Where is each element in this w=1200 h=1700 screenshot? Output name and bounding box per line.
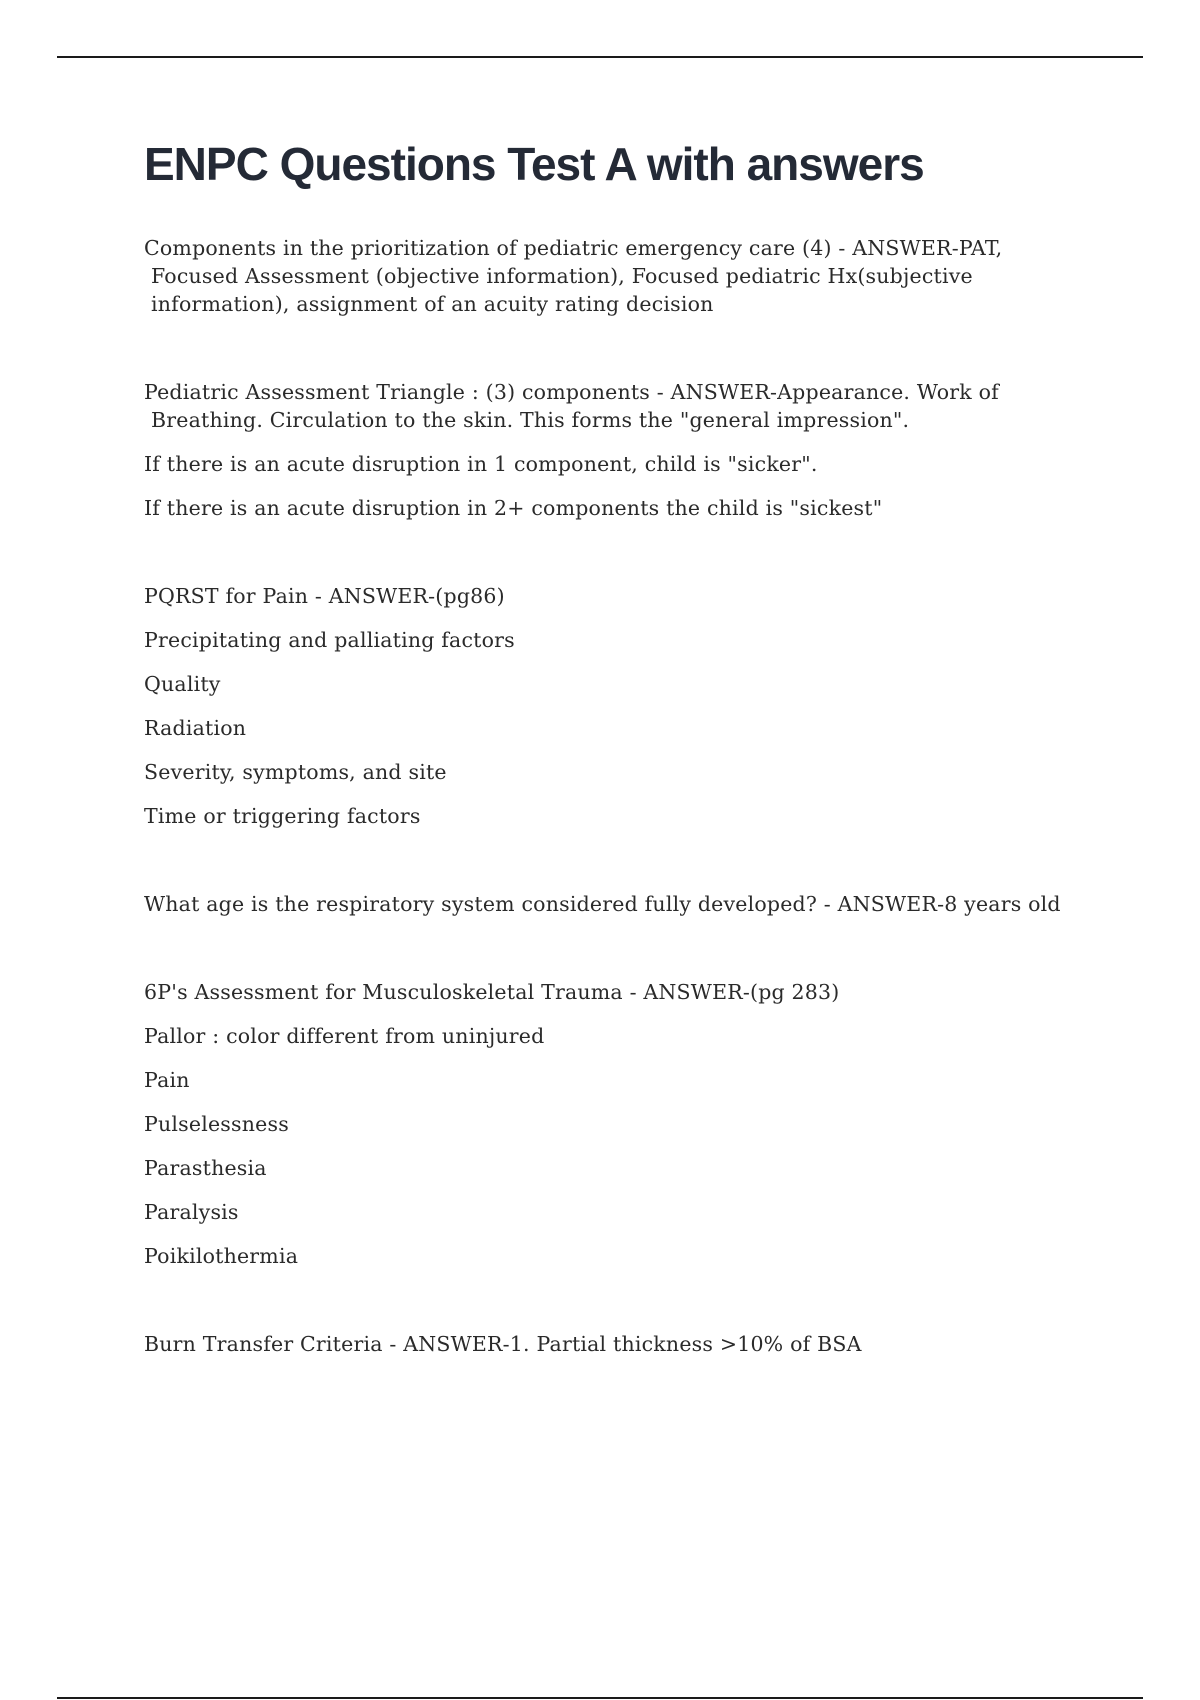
qa-line: Burn Transfer Criteria - ANSWER-1. Partial thickness >10% of BSA [144, 1332, 862, 1357]
document-body [144, 140, 1074, 1358]
bottom-rule [57, 1697, 1143, 1699]
qa-line: Paralysis [144, 1200, 239, 1225]
qa-line: If there is an acute disruption in 2+ components the child is "sickest" [144, 496, 883, 521]
qa-line: Severity, symptoms, and site [144, 760, 447, 785]
qa-line: Poikilothermia [144, 1244, 299, 1269]
document-title: ENPC Questions Test A with answers [144, 138, 924, 190]
qa-item-pqrst [144, 582, 1074, 830]
qa-item-assessment-triangle [144, 378, 1074, 522]
qa-item-burn-transfer [144, 1330, 1074, 1358]
qa-line: 6P's Assessment for Musculoskeletal Trauma - ANSWER-(pg 283) [144, 980, 840, 1005]
qa-line: Pain [144, 1068, 190, 1093]
qa-line: Time or triggering factors [144, 804, 421, 829]
qa-line: Radiation [144, 716, 247, 741]
qa-line: What age is the respiratory system considered fully developed? - ANSWER-8 years old [144, 892, 1061, 917]
qa-line: Parasthesia [144, 1156, 267, 1181]
qa-line: Precipitating and palliating factors [144, 628, 515, 653]
qa-line: Components in the prioritization of pediatric emergency care (4) - ANSWER-PAT, Focused Assessment (objective information), Focused pediatric Hx(subjective information), assignment of an acuity rating decision [144, 236, 1003, 317]
qa-line: Pallor : color different from uninjured [144, 1024, 545, 1049]
top-rule [57, 56, 1143, 58]
qa-line: Quality [144, 672, 221, 697]
qa-line: Pediatric Assessment Triangle : (3) components - ANSWER-Appearance. Work of Breathing. Circulation to the skin. This forms the "general impression". [144, 380, 999, 433]
qa-line: If there is an acute disruption in 1 component, child is "sicker". [144, 452, 818, 477]
qa-item-6ps [144, 978, 1074, 1270]
qa-item-prioritization [144, 234, 1074, 318]
qa-item-respiratory [144, 890, 1074, 918]
qa-line: PQRST for Pain - ANSWER-(pg86) [144, 584, 505, 609]
qa-line: Pulselessness [144, 1112, 289, 1137]
